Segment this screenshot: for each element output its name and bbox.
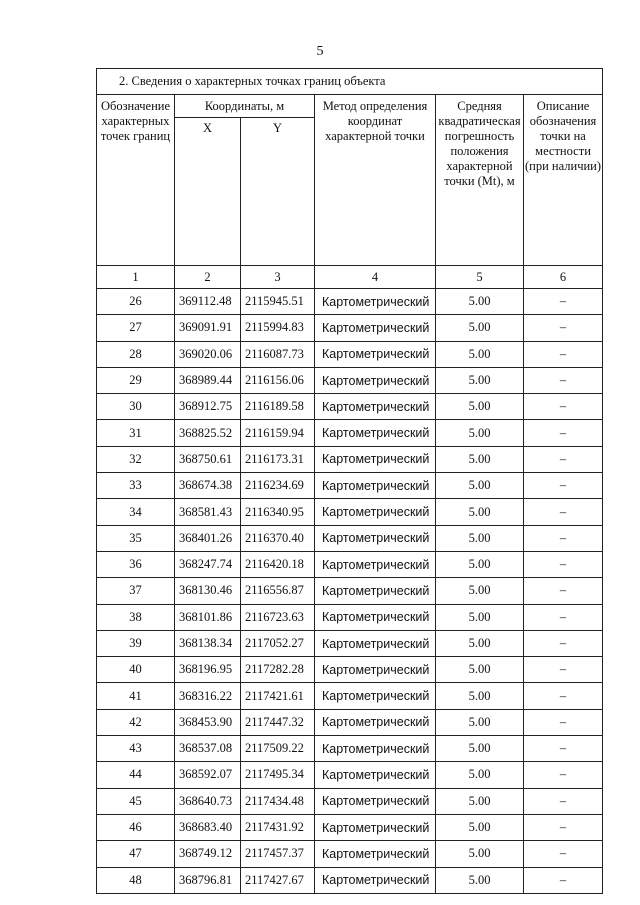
method-cell: Картометрический: [315, 867, 436, 893]
y-coordinate-cell: 2117434.48: [241, 788, 315, 814]
method-cell: Картометрический: [315, 315, 436, 341]
method-cell: Картометрический: [315, 473, 436, 499]
x-coordinate-cell: 368401.26: [175, 525, 241, 551]
y-coordinate-cell: 2117427.67: [241, 867, 315, 893]
y-coordinate-cell: 2117282.28: [241, 657, 315, 683]
description-cell: –: [524, 657, 603, 683]
y-coordinate-cell: 2116370.40: [241, 525, 315, 551]
mean-error-cell: 5.00: [436, 604, 524, 630]
header-y: Y: [241, 118, 315, 266]
point-id-cell: 36: [97, 551, 175, 577]
description-cell: –: [524, 289, 603, 315]
description-cell: –: [524, 578, 603, 604]
mean-error-cell: 5.00: [436, 473, 524, 499]
mean-error-cell: 5.00: [436, 289, 524, 315]
mean-error-cell: 5.00: [436, 551, 524, 577]
description-cell: –: [524, 604, 603, 630]
table-row: [97, 736, 603, 762]
description-cell: –: [524, 630, 603, 656]
point-id-cell: 40: [97, 657, 175, 683]
mean-error-cell: 5.00: [436, 394, 524, 420]
description-cell: –: [524, 420, 603, 446]
column-number: 6: [524, 266, 603, 289]
x-coordinate-cell: 368640.73: [175, 788, 241, 814]
column-number: 2: [175, 266, 241, 289]
y-coordinate-cell: 2117457.37: [241, 841, 315, 867]
mean-error-cell: 5.00: [436, 367, 524, 393]
table-row: [97, 709, 603, 735]
point-id-cell: 28: [97, 341, 175, 367]
header-method: Метод определения координат характерной точки: [315, 95, 436, 266]
description-cell: –: [524, 499, 603, 525]
y-coordinate-cell: 2116087.73: [241, 341, 315, 367]
y-coordinate-cell: 2116420.18: [241, 551, 315, 577]
x-coordinate-cell: 369020.06: [175, 341, 241, 367]
description-cell: –: [524, 814, 603, 840]
x-coordinate-cell: 369112.48: [175, 289, 241, 315]
point-id-cell: 48: [97, 867, 175, 893]
description-cell: –: [524, 867, 603, 893]
mean-error-cell: 5.00: [436, 841, 524, 867]
description-cell: –: [524, 551, 603, 577]
x-coordinate-cell: 368674.38: [175, 473, 241, 499]
table-row: [97, 867, 603, 893]
mean-error-cell: 5.00: [436, 499, 524, 525]
x-coordinate-cell: 368989.44: [175, 367, 241, 393]
x-coordinate-cell: 368101.86: [175, 604, 241, 630]
x-coordinate-cell: 368196.95: [175, 657, 241, 683]
mean-error-cell: 5.00: [436, 315, 524, 341]
description-cell: –: [524, 394, 603, 420]
x-coordinate-cell: 368683.40: [175, 814, 241, 840]
method-cell: Картометрический: [315, 709, 436, 735]
column-number: 3: [241, 266, 315, 289]
y-coordinate-cell: 2116173.31: [241, 446, 315, 472]
y-coordinate-cell: 2116156.06: [241, 367, 315, 393]
table-row: [97, 394, 603, 420]
description-cell: –: [524, 341, 603, 367]
table-row: [97, 578, 603, 604]
mean-error-cell: 5.00: [436, 525, 524, 551]
point-id-cell: 34: [97, 499, 175, 525]
point-id-cell: 32: [97, 446, 175, 472]
description-cell: –: [524, 788, 603, 814]
method-cell: Картометрический: [315, 551, 436, 577]
method-cell: Картометрический: [315, 841, 436, 867]
mean-error-cell: 5.00: [436, 867, 524, 893]
point-id-cell: 33: [97, 473, 175, 499]
header-mean-error: Средняя квадратическая погрешность положения характерной точки (Mt), м: [436, 95, 524, 266]
page-number: 5: [316, 44, 324, 59]
table-row: [97, 630, 603, 656]
description-cell: –: [524, 762, 603, 788]
method-cell: Картометрический: [315, 420, 436, 446]
table-row: [97, 814, 603, 840]
x-coordinate-cell: 368825.52: [175, 420, 241, 446]
description-cell: –: [524, 683, 603, 709]
method-cell: Картометрический: [315, 762, 436, 788]
column-number: 4: [315, 266, 436, 289]
header-coordinates: Координаты, м: [175, 95, 315, 118]
table-row: [97, 315, 603, 341]
method-cell: Картометрический: [315, 525, 436, 551]
table-row: [97, 420, 603, 446]
method-cell: Картометрический: [315, 289, 436, 315]
mean-error-cell: 5.00: [436, 762, 524, 788]
y-coordinate-cell: 2117495.34: [241, 762, 315, 788]
table-row: [97, 525, 603, 551]
y-coordinate-cell: 2117509.22: [241, 736, 315, 762]
column-number-row: [97, 266, 603, 289]
point-id-cell: 45: [97, 788, 175, 814]
method-cell: Картометрический: [315, 367, 436, 393]
point-id-cell: 37: [97, 578, 175, 604]
table-row: [97, 657, 603, 683]
method-cell: Картометрический: [315, 788, 436, 814]
y-coordinate-cell: 2116234.69: [241, 473, 315, 499]
method-cell: Картометрический: [315, 604, 436, 630]
description-cell: –: [524, 367, 603, 393]
method-cell: Картометрический: [315, 446, 436, 472]
description-cell: –: [524, 525, 603, 551]
x-coordinate-cell: 368749.12: [175, 841, 241, 867]
y-coordinate-cell: 2115994.83: [241, 315, 315, 341]
y-coordinate-cell: 2116340.95: [241, 499, 315, 525]
x-coordinate-cell: 369091.91: [175, 315, 241, 341]
x-coordinate-cell: 368581.43: [175, 499, 241, 525]
point-id-cell: 47: [97, 841, 175, 867]
table-row: [97, 604, 603, 630]
table-row: [97, 683, 603, 709]
table-row: [97, 473, 603, 499]
x-coordinate-cell: 368138.34: [175, 630, 241, 656]
x-coordinate-cell: 368912.75: [175, 394, 241, 420]
header-point-designation: Обозначение характерных точек границ: [97, 95, 175, 266]
column-number: 1: [97, 266, 175, 289]
point-id-cell: 46: [97, 814, 175, 840]
x-coordinate-cell: 368247.74: [175, 551, 241, 577]
section-title: 2. Сведения о характерных точках границ объекта: [97, 69, 603, 95]
description-cell: –: [524, 841, 603, 867]
description-cell: –: [524, 315, 603, 341]
x-coordinate-cell: 368453.90: [175, 709, 241, 735]
mean-error-cell: 5.00: [436, 657, 524, 683]
header-description: Описание обозначения точки на местности (при наличии): [524, 95, 603, 266]
mean-error-cell: 5.00: [436, 683, 524, 709]
method-cell: Картометрический: [315, 683, 436, 709]
table-row: [97, 341, 603, 367]
y-coordinate-cell: 2117431.92: [241, 814, 315, 840]
method-cell: Картометрический: [315, 657, 436, 683]
x-coordinate-cell: 368750.61: [175, 446, 241, 472]
method-cell: Картометрический: [315, 736, 436, 762]
header-x: X: [175, 118, 241, 266]
mean-error-cell: 5.00: [436, 630, 524, 656]
y-coordinate-cell: 2117052.27: [241, 630, 315, 656]
point-id-cell: 39: [97, 630, 175, 656]
x-coordinate-cell: 368316.22: [175, 683, 241, 709]
table-row: [97, 551, 603, 577]
y-coordinate-cell: 2117447.32: [241, 709, 315, 735]
table-row: [97, 446, 603, 472]
mean-error-cell: 5.00: [436, 446, 524, 472]
description-cell: –: [524, 709, 603, 735]
y-coordinate-cell: 2117421.61: [241, 683, 315, 709]
method-cell: Картометрический: [315, 630, 436, 656]
mean-error-cell: 5.00: [436, 736, 524, 762]
y-coordinate-cell: 2116189.58: [241, 394, 315, 420]
table-row: [97, 289, 603, 315]
description-cell: –: [524, 446, 603, 472]
method-cell: Картометрический: [315, 814, 436, 840]
y-coordinate-cell: 2116159.94: [241, 420, 315, 446]
point-id-cell: 31: [97, 420, 175, 446]
point-id-cell: 29: [97, 367, 175, 393]
method-cell: Картометрический: [315, 341, 436, 367]
mean-error-cell: 5.00: [436, 420, 524, 446]
mean-error-cell: 5.00: [436, 578, 524, 604]
mean-error-cell: 5.00: [436, 788, 524, 814]
table-row: [97, 788, 603, 814]
x-coordinate-cell: 368592.07: [175, 762, 241, 788]
x-coordinate-cell: 368796.81: [175, 867, 241, 893]
description-cell: –: [524, 736, 603, 762]
point-id-cell: 26: [97, 289, 175, 315]
method-cell: Картометрический: [315, 578, 436, 604]
point-id-cell: 38: [97, 604, 175, 630]
y-coordinate-cell: 2116556.87: [241, 578, 315, 604]
point-id-cell: 35: [97, 525, 175, 551]
y-coordinate-cell: 2115945.51: [241, 289, 315, 315]
description-cell: –: [524, 473, 603, 499]
x-coordinate-cell: 368537.08: [175, 736, 241, 762]
point-id-cell: 44: [97, 762, 175, 788]
method-cell: Картометрический: [315, 499, 436, 525]
table-row: [97, 841, 603, 867]
point-id-cell: 27: [97, 315, 175, 341]
method-cell: Картометрический: [315, 394, 436, 420]
x-coordinate-cell: 368130.46: [175, 578, 241, 604]
point-id-cell: 41: [97, 683, 175, 709]
mean-error-cell: 5.00: [436, 814, 524, 840]
y-coordinate-cell: 2116723.63: [241, 604, 315, 630]
table-row: [97, 499, 603, 525]
table-row: [97, 762, 603, 788]
column-number: 5: [436, 266, 524, 289]
mean-error-cell: 5.00: [436, 341, 524, 367]
point-id-cell: 43: [97, 736, 175, 762]
point-id-cell: 30: [97, 394, 175, 420]
mean-error-cell: 5.00: [436, 709, 524, 735]
point-id-cell: 42: [97, 709, 175, 735]
table-row: [97, 367, 603, 393]
boundary-points-table: [96, 68, 603, 894]
